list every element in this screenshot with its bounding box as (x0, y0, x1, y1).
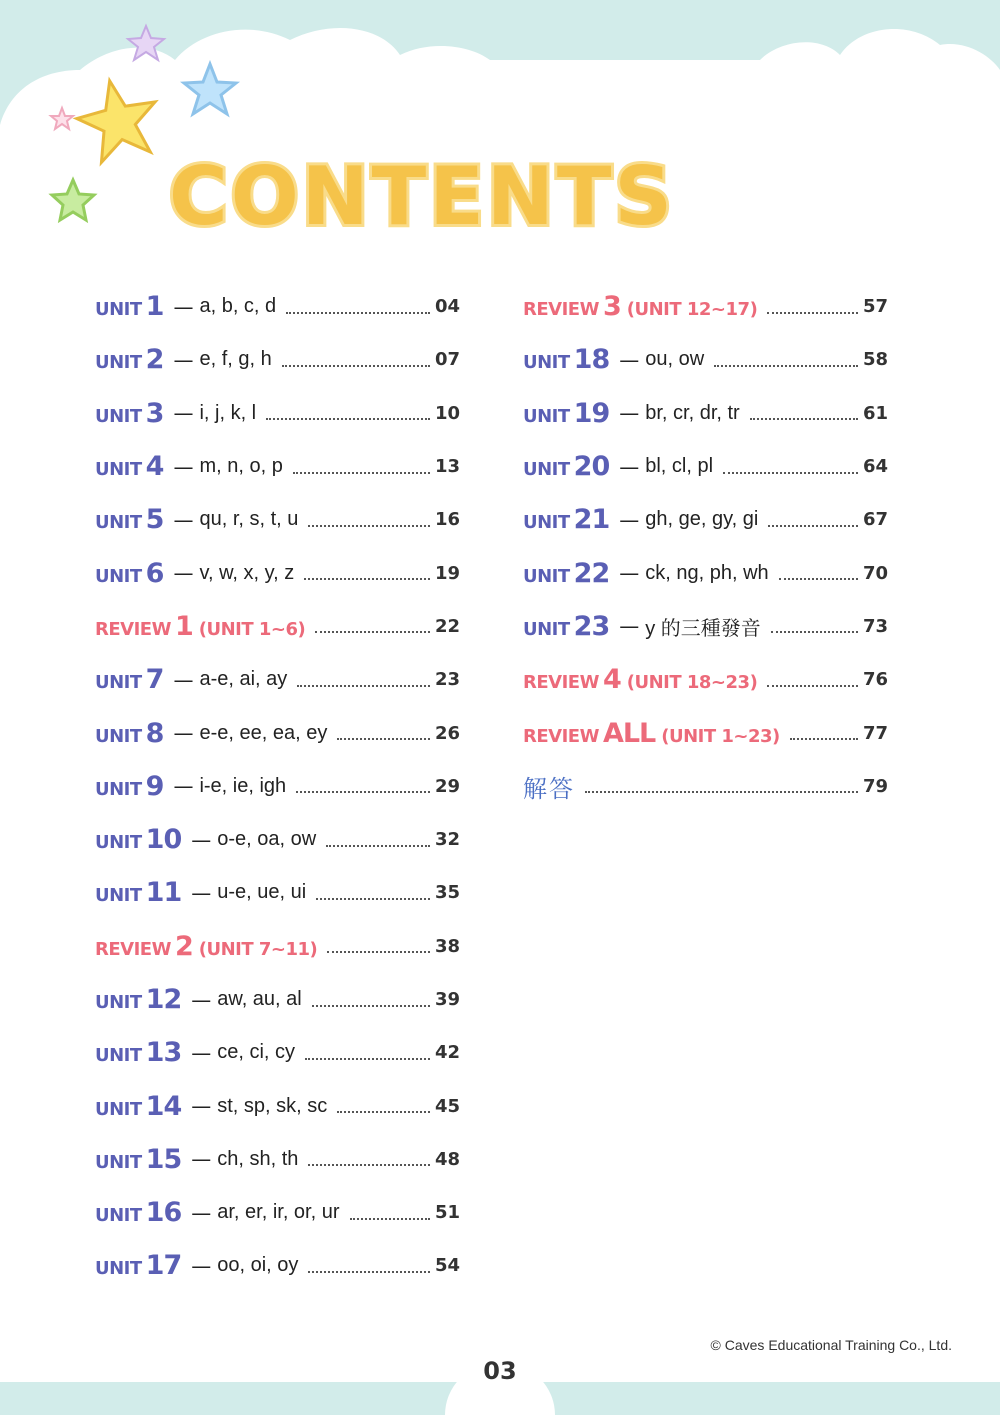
entry-word: REVIEW (523, 725, 599, 747)
copyright-text: © Caves Educational Training Co., Ltd. (710, 1337, 952, 1353)
unit-entry[interactable] (523, 440, 888, 493)
entry-label (523, 611, 609, 642)
entry-number: 1 (145, 291, 164, 323)
entry-label (95, 1037, 181, 1068)
unit-entry[interactable] (95, 387, 460, 440)
dot-leader (723, 472, 858, 474)
page-number: 03 (483, 1357, 517, 1385)
dot-leader (767, 685, 858, 687)
dot-leader (585, 791, 858, 793)
entry-word: UNIT (95, 405, 142, 427)
entry-page-number: 39 (434, 989, 460, 1010)
dash-separator: — (619, 454, 640, 479)
entry-word: UNIT (95, 778, 142, 800)
entry-label (95, 611, 305, 642)
contents-column-left (95, 280, 460, 1293)
contents-column-right (523, 280, 888, 813)
dot-leader (750, 418, 858, 420)
entry-word: UNIT (523, 405, 570, 427)
unit-entry[interactable] (523, 387, 888, 440)
entry-page-number: 67 (862, 509, 888, 531)
purple-star-icon (128, 26, 164, 60)
entry-number: 3 (145, 397, 164, 429)
entry-label (95, 291, 163, 322)
dot-leader (304, 578, 430, 580)
blue-star-icon (184, 64, 236, 114)
review-entry[interactable] (523, 706, 888, 759)
entry-label (95, 664, 163, 695)
entry-number: 9 (145, 770, 164, 802)
entry-page-number: 22 (434, 615, 460, 637)
entry-topic: u-e, ue, ui (217, 881, 307, 904)
dot-leader (308, 1271, 430, 1273)
entry-topic: gh, ge, gy, gi (645, 508, 759, 531)
entry-word: REVIEW (95, 618, 171, 640)
unit-entry[interactable] (95, 1079, 460, 1132)
entry-number: 22 (573, 557, 610, 589)
entry-label (95, 344, 163, 375)
dash-separator: — (173, 401, 194, 426)
dash-separator: — (173, 347, 194, 372)
entry-page-number: 19 (434, 562, 460, 584)
svg-text:CONTENTS: CONTENTS (169, 150, 676, 243)
entry-word: UNIT (523, 352, 570, 374)
entry-number: 8 (145, 717, 164, 749)
entry-page-number: 70 (862, 562, 888, 584)
dot-leader (337, 1111, 430, 1113)
dash-separator: — (619, 347, 640, 372)
entry-word: UNIT (95, 1098, 142, 1120)
dash-separator: — (173, 454, 194, 479)
review-range: (UNIT 7~11) (198, 938, 318, 960)
unit-entry[interactable] (95, 866, 460, 919)
entry-topic: qu, r, s, t, u (199, 508, 299, 531)
review-entry[interactable] (95, 600, 460, 653)
entry-number: 7 (145, 664, 164, 696)
entry-word: UNIT (95, 1258, 142, 1280)
entry-topic: a, b, c, d (199, 295, 277, 318)
unit-entry[interactable] (95, 706, 460, 759)
entry-page-number: 45 (434, 1095, 460, 1117)
dot-leader (771, 631, 858, 633)
entry-word: REVIEW (523, 299, 599, 321)
entry-word: UNIT (523, 565, 570, 587)
entry-page-number: 77 (862, 722, 888, 744)
unit-entry[interactable] (95, 280, 460, 333)
dash-separator: — (619, 614, 640, 639)
entry-number: 18 (573, 344, 610, 376)
entry-topic: i-e, ie, igh (199, 774, 287, 797)
entry-label (95, 771, 163, 802)
entry-number: 16 (145, 1197, 182, 1229)
entry-number: 17 (145, 1250, 182, 1282)
review-range: (UNIT 1~23) (661, 725, 780, 747)
entry-word: UNIT (95, 459, 142, 481)
dot-leader (296, 791, 430, 793)
dash-separator: — (191, 1094, 212, 1119)
dot-leader (327, 951, 430, 953)
dot-leader (779, 578, 858, 580)
entry-page-number: 10 (434, 402, 460, 424)
dash-separator: — (173, 507, 194, 532)
dot-leader (337, 738, 430, 740)
entry-word: 解答 (523, 774, 575, 803)
entry-number: 14 (145, 1090, 182, 1122)
dash-separator: — (191, 1040, 212, 1065)
dash-separator: — (191, 880, 212, 905)
entry-page-number: 07 (434, 349, 460, 371)
unit-entry[interactable] (95, 760, 460, 813)
entry-page-number: 04 (434, 296, 460, 318)
dot-leader (282, 365, 430, 367)
entry-number: 20 (573, 451, 610, 483)
unit-entry[interactable] (95, 653, 460, 706)
dash-separator: — (191, 1147, 212, 1172)
entry-word: UNIT (95, 1205, 142, 1227)
entry-number: 23 (573, 610, 610, 642)
dash-separator: — (191, 1253, 212, 1278)
entry-word: UNIT (95, 352, 142, 374)
entry-word: UNIT (523, 618, 570, 640)
entry-label (95, 984, 181, 1015)
entry-page-number: 51 (434, 1202, 460, 1224)
dot-leader (767, 312, 858, 314)
entry-topic: ck, ng, ph, wh (645, 561, 769, 584)
dot-leader (305, 1058, 430, 1060)
entry-word: UNIT (95, 885, 142, 907)
entry-label (523, 398, 609, 429)
entry-page-number: 23 (434, 669, 460, 691)
entry-number: 1 (174, 610, 193, 642)
page-title (165, 138, 676, 248)
entry-page-number: 48 (434, 1148, 460, 1170)
entry-label (95, 824, 181, 855)
entry-label (95, 1197, 181, 1228)
entry-page-number: 29 (434, 775, 460, 797)
entry-page-number: 16 (434, 509, 460, 531)
entry-page-number: 13 (434, 456, 460, 478)
dash-separator: — (173, 774, 194, 799)
entry-label (95, 931, 317, 962)
dash-separator: — (173, 561, 194, 586)
entry-number: 12 (145, 984, 182, 1015)
entry-topic: i, j, k, l (199, 401, 257, 424)
dash-separator: — (191, 1200, 212, 1225)
entry-label (523, 344, 609, 375)
entry-number: 4 (602, 664, 621, 696)
dot-leader (266, 418, 430, 420)
dash-separator: — (619, 561, 640, 586)
unit-entry[interactable] (95, 1239, 460, 1292)
dash-separator: — (173, 721, 194, 746)
entry-page-number: 42 (434, 1042, 460, 1064)
unit-entry[interactable] (95, 1026, 460, 1079)
review-range: (UNIT 18~23) (626, 672, 758, 694)
entry-word: UNIT (95, 299, 142, 321)
entry-word: REVIEW (523, 672, 599, 694)
entry-page-number: 26 (434, 722, 460, 744)
entry-label (95, 558, 163, 589)
entry-topic: st, sp, sk, sc (217, 1094, 328, 1117)
entry-word: REVIEW (95, 938, 171, 960)
entry-topic: ou, ow (645, 348, 705, 371)
entry-word: UNIT (95, 725, 142, 747)
dot-leader (326, 845, 430, 847)
entry-page-number: 32 (434, 829, 460, 851)
entry-word: UNIT (95, 512, 142, 534)
unit-entry[interactable] (523, 546, 888, 599)
entry-label (523, 504, 609, 535)
entry-label (523, 558, 609, 589)
entry-label (95, 1250, 181, 1281)
unit-entry[interactable] (95, 546, 460, 599)
entry-number: 3 (602, 291, 621, 323)
entry-label (523, 718, 780, 749)
entry-number: 11 (145, 877, 182, 909)
unit-entry[interactable] (523, 493, 888, 546)
entry-topic: aw, au, al (217, 988, 302, 1010)
review-entry[interactable] (95, 920, 460, 973)
entry-topic: ch, sh, th (217, 1147, 299, 1170)
entry-label (95, 718, 163, 749)
dot-leader (297, 685, 430, 687)
entry-word: UNIT (523, 512, 570, 534)
entry-page-number: 73 (862, 615, 888, 637)
green-star-icon (52, 180, 94, 220)
entry-label (523, 291, 757, 322)
yellow-star-icon (71, 73, 165, 166)
dash-separator: — (173, 667, 194, 692)
entry-topic: y 的三種發音 (645, 617, 761, 640)
entry-number: 15 (145, 1143, 182, 1175)
entry-label (95, 1091, 181, 1122)
entry-label (95, 398, 163, 429)
entry-page-number: 38 (434, 935, 460, 957)
dot-leader (308, 525, 430, 527)
dot-leader (790, 738, 858, 740)
review-range: (UNIT 1~6) (198, 618, 306, 640)
unit-entry[interactable] (523, 333, 888, 386)
dot-leader (293, 472, 430, 474)
entry-page-number: 79 (862, 775, 888, 797)
entry-topic: e-e, ee, ea, ey (199, 721, 328, 744)
unit-entry[interactable] (95, 813, 460, 866)
dash-separator: — (173, 294, 194, 319)
entry-number: 5 (145, 504, 164, 536)
entry-topic: a-e, ai, ay (199, 668, 288, 691)
entry-number: 10 (145, 824, 182, 856)
entry-topic: ar, er, ir, or, ur (217, 1201, 340, 1224)
unit-entry[interactable] (523, 600, 888, 653)
entry-label (523, 664, 757, 695)
dash-separator: — (191, 827, 212, 852)
entry-label (95, 877, 181, 908)
review-range: (UNIT 12~17) (626, 299, 758, 321)
entry-number: 6 (145, 557, 164, 589)
entry-label (95, 451, 163, 482)
entry-number: ALL (602, 717, 656, 749)
pink-star-icon (51, 108, 73, 129)
unit-entry[interactable] (95, 1133, 460, 1186)
dash-separator: — (619, 401, 640, 426)
entry-page-number: 54 (434, 1255, 460, 1277)
unit-entry[interactable] (95, 1186, 460, 1239)
entry-number: 21 (573, 504, 610, 536)
entry-topic: bl, cl, pl (645, 455, 714, 478)
entry-label (523, 769, 575, 804)
entry-word: UNIT (95, 992, 142, 1013)
entry-topic: m, n, o, p (199, 455, 283, 478)
review-entry[interactable] (523, 653, 888, 706)
entry-number: 2 (174, 930, 193, 962)
entry-word: UNIT (95, 672, 142, 694)
review-entry[interactable] (523, 280, 888, 333)
entry-word: UNIT (95, 832, 142, 854)
dot-leader (768, 525, 858, 527)
entry-word: UNIT (523, 459, 570, 481)
entry-page-number: 76 (862, 669, 888, 691)
entry-number: 19 (573, 397, 610, 429)
unit-entry[interactable] (95, 493, 460, 546)
entry-topic: br, cr, dr, tr (645, 401, 740, 424)
dot-leader (316, 898, 430, 900)
unit-entry[interactable] (95, 973, 460, 1026)
entry-topic: oo, oi, oy (217, 1254, 299, 1277)
dot-leader (315, 631, 430, 633)
dot-leader (308, 1164, 430, 1166)
dot-leader (714, 365, 858, 367)
entry-page-number: 35 (434, 882, 460, 904)
entry-page-number: 58 (862, 349, 888, 371)
entry-label (523, 451, 609, 482)
entry-number: 13 (145, 1037, 182, 1069)
entry-word: UNIT (95, 1045, 142, 1067)
entry-number: 4 (145, 451, 164, 483)
dash-separator: — (191, 987, 212, 1012)
entry-word: UNIT (95, 565, 142, 587)
entry-topic: v, w, x, y, z (199, 561, 295, 584)
entry-page-number: 64 (862, 456, 888, 478)
dot-leader (312, 1005, 430, 1007)
entry-topic: o-e, oa, ow (217, 828, 317, 851)
entry-page-number: 61 (862, 402, 888, 424)
entry-label (95, 504, 163, 535)
entry-word: UNIT (95, 1151, 142, 1173)
unit-entry[interactable] (95, 333, 460, 386)
unit-entry[interactable] (95, 440, 460, 493)
entry-label (95, 1144, 181, 1175)
dot-leader (286, 312, 430, 314)
dash-separator: — (619, 507, 640, 532)
entry-topic: e, f, g, h (199, 348, 272, 371)
entry-page-number: 57 (862, 296, 888, 318)
entry-number: 2 (145, 344, 164, 376)
answer-entry[interactable] (523, 760, 888, 813)
entry-topic: ce, ci, cy (217, 1041, 296, 1064)
dot-leader (350, 1218, 430, 1220)
